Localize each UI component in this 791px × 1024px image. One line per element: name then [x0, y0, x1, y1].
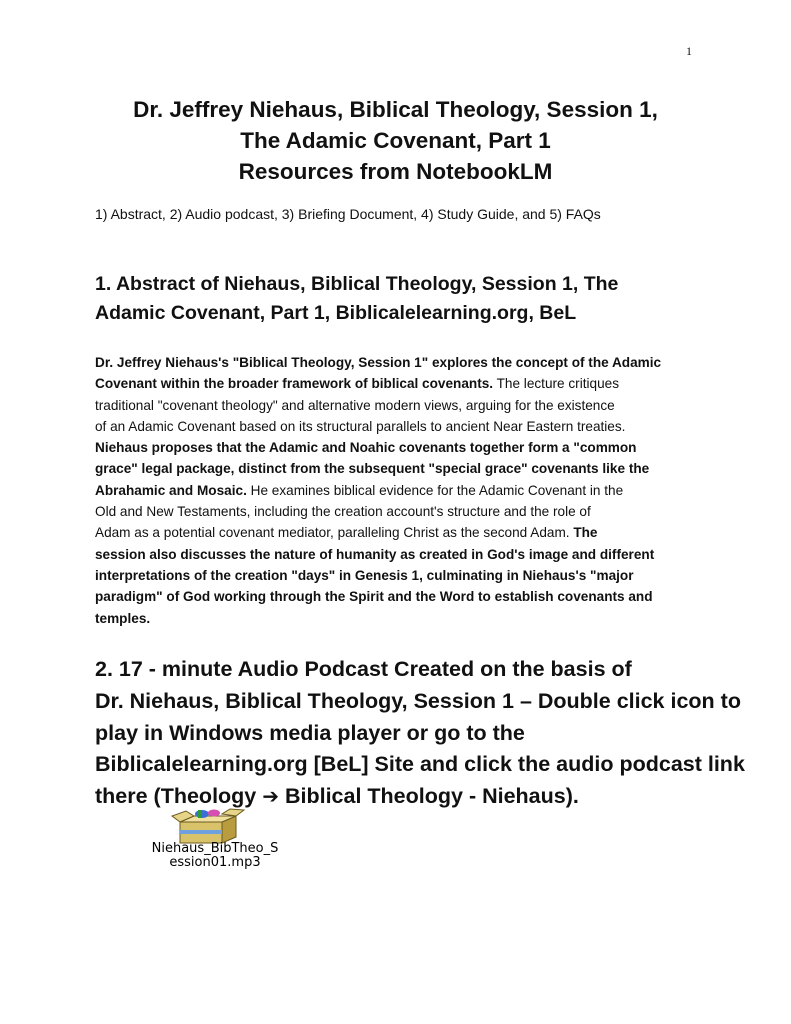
abstract-line-7: He examines biblical evidence for the Adamic Covenant in the — [246, 482, 624, 498]
abstract-line-6: grace" legal package, distinct from the subsequent "special grace" covenants like the — [95, 461, 650, 477]
section-2-line-4: Biblicalelearning.org [BeL] Site and click the audio podcast link — [95, 752, 745, 777]
section-2-line-5-start: there (Theology — [95, 784, 263, 809]
abstract-line-11: interpretations of the creation "days" in Genesis 1, culminating in Niehaus's "major — [95, 567, 634, 583]
page-number: 1 — [686, 44, 692, 58]
arrow-right-icon: ➔ — [262, 784, 279, 809]
section-2-heading — [95, 654, 745, 813]
podcast-file-name-line-2: ession01.mp3 — [169, 855, 261, 870]
section-2-line-1: 2. 17 - minute Audio Podcast Created on the basis of — [95, 657, 632, 681]
title-line-1: Dr. Jeffrey Niehaus, Biblical Theology, Session 1, — [133, 97, 658, 122]
abstract-line-12: paradigm" of God working through the Spirit and the Word to establish covenants and — [95, 589, 653, 605]
abstract-line-8: Old and New Testaments, including the creation account's structure and the role of — [95, 504, 591, 520]
section-2-line-2: Dr. Niehaus, Biblical Theology, Session 1 – Double click icon to — [95, 688, 741, 713]
section-2-line-3: play in Windows media player or go to the — [95, 720, 525, 745]
section-2-line-5-end: Biblical Theology - Niehaus). — [279, 784, 579, 809]
package-icon[interactable] — [170, 808, 246, 844]
abstract-line-13: temples. — [95, 610, 151, 626]
page-title — [0, 94, 791, 187]
podcast-file-name-line-1: Niehaus_BibTheo_S — [151, 841, 279, 856]
abstract-line-1: Dr. Jeffrey Niehaus's "Biblical Theology, Session 1" explores the concept of the Adamic — [95, 355, 662, 370]
title-line-2: The Adamic Covenant, Part 1 — [240, 128, 551, 153]
section-1-heading-line-1: 1. Abstract of Niehaus, Biblical Theology, Session 1, The — [95, 273, 619, 295]
abstract-line-2-bold: Covenant within the broader framework of biblical covenants. — [95, 376, 494, 392]
abstract-line-2: The lecture critiques — [493, 376, 620, 392]
abstract-line-5: Niehaus proposes that the Adamic and Noahic covenants together form a "common — [95, 440, 637, 456]
abstract-line-4: of an Adamic Covenant based on its structural parallels to ancient Near Eastern treaties. — [95, 418, 626, 434]
resources-list: 1) Abstract, 2) Audio podcast, 3) Briefing Document, 4) Study Guide, and 5) FAQs — [95, 206, 601, 222]
podcast-file-name[interactable] — [90, 842, 340, 870]
section-1-heading-line-2: Adamic Covenant, Part 1, Biblicalelearning.org, BeL — [95, 302, 577, 324]
abstract-line-7-bold: Abrahamic and Mosaic. — [95, 482, 247, 498]
abstract-line-9-bold: The — [573, 525, 598, 541]
title-line-3: Resources from NotebookLM — [238, 159, 553, 184]
abstract-line-10: session also discusses the nature of humanity as created in God's image and different — [95, 546, 655, 562]
podcast-file-attachment[interactable] — [90, 808, 340, 878]
abstract-line-3: traditional "covenant theology" and alternative modern views, arguing for the existence — [95, 397, 615, 413]
section-1-heading — [95, 270, 715, 328]
abstract-line-9: Adam as a potential covenant mediator, paralleling Christ as the second Adam. — [95, 525, 574, 541]
abstract-paragraph — [95, 352, 715, 629]
